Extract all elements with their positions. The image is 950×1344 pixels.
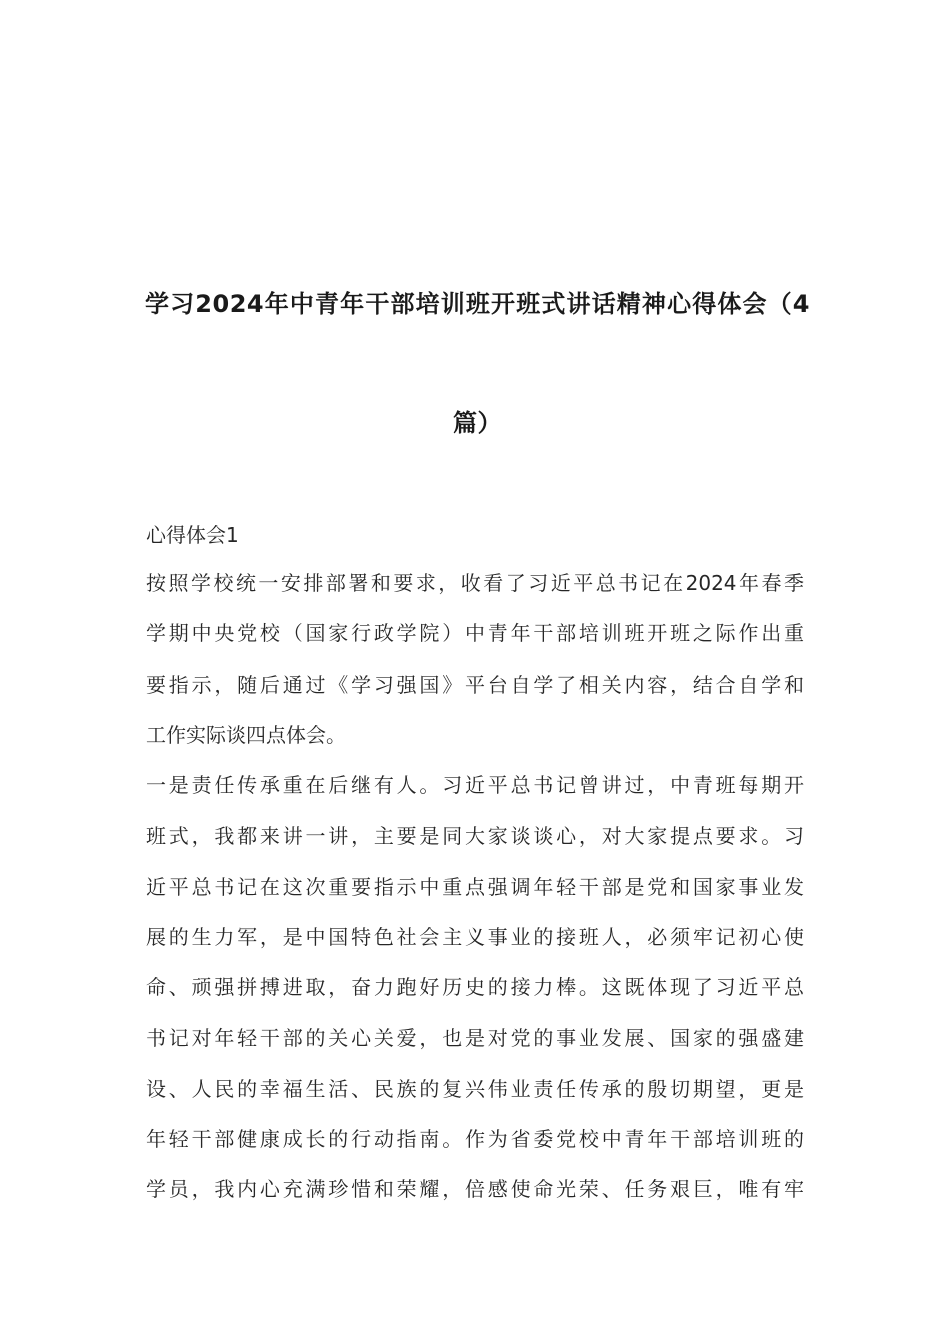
paragraph-2-line: 学员，我内心充满珍惜和荣耀，倍感使命光荣、任务艰巨，唯有牢 [146, 1177, 804, 1201]
paragraph-1-line: 按照学校统一安排部署和要求，收看了习近平总书记在2024年春季 [146, 571, 804, 595]
paragraph-2-line: 班式，我都来讲一讲，主要是同大家谈谈心，对大家提点要求。习 [146, 824, 804, 848]
paragraph-2-line: 年轻干部健康成长的行动指南。作为省委党校中青年干部培训班的 [146, 1127, 804, 1151]
paragraph-2-line: 书记对年轻干部的关心关爱，也是对党的事业发展、国家的强盛建 [146, 1026, 804, 1050]
paragraph-1-line: 要指示，随后通过《学习强国》平台自学了相关内容，结合自学和 [146, 673, 804, 697]
paragraph-2-line: 命、顽强拼搏进取，奋力跑好历史的接力棒。这既体现了习近平总 [146, 975, 804, 999]
paragraph-2-line: 近平总书记在这次重要指示中重点强调年轻干部是党和国家事业发 [146, 875, 804, 899]
section-heading: 心得体会1 [146, 523, 239, 547]
paragraph-1-line: 学期中央党校（国家行政学院）中青年干部培训班开班之际作出重 [146, 621, 804, 645]
paragraph-2-line: 设、人民的幸福生活、民族的复兴伟业责任传承的殷切期望，更是 [146, 1077, 804, 1101]
paragraph-2-line: 一是责任传承重在后继有人。习近平总书记曾讲过，中青班每期开 [146, 773, 804, 797]
document-title-line-1: 学习2024年中青年干部培训班开班式讲话精神心得体会（4 [145, 290, 810, 318]
paragraph-1-line: 工作实际谈四点体会。 [146, 723, 346, 747]
document-title-line-2: 篇） [453, 409, 502, 437]
paragraph-2-line: 展的生力军，是中国特色社会主义事业的接班人，必须牢记初心使 [146, 925, 804, 949]
